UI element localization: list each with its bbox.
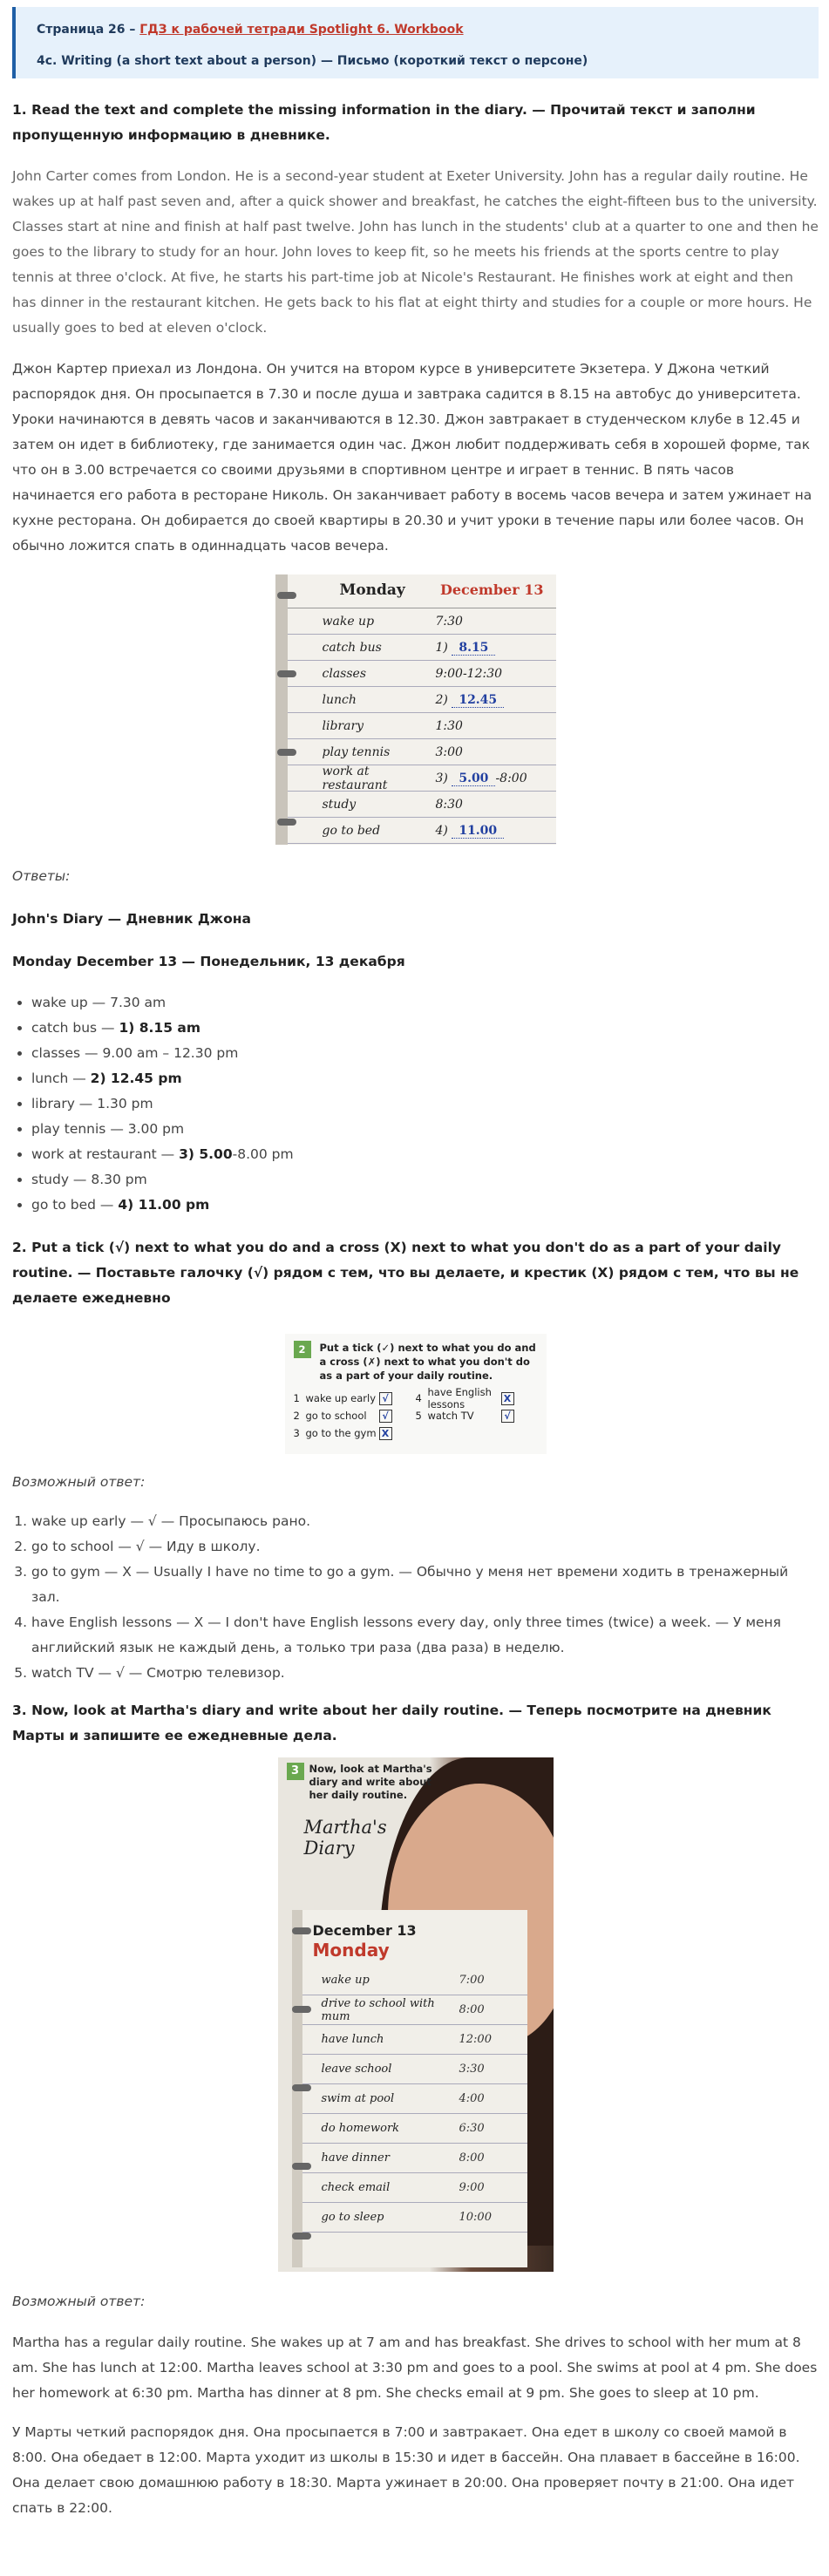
tick-column xyxy=(294,1390,416,1442)
task3-heading: 3. Now, look at Martha's diary and write about her daily routine. — Теперь посмотрите на дневник Марты и запишите ее ежедневные дела. xyxy=(12,1703,771,1743)
tick-item-label: wake up early xyxy=(305,1392,377,1404)
diary-row xyxy=(302,2114,527,2144)
diary-activity: swim at pool xyxy=(321,2092,395,2105)
diary-row xyxy=(288,739,556,765)
diary-row xyxy=(302,2084,527,2114)
diary-day: Monday xyxy=(312,1940,390,1961)
tick-item xyxy=(294,1390,416,1407)
tick-checkbox: X xyxy=(379,1427,392,1440)
exercise-title: Put a tick (✓) next to what you do and a cross (✗) next to what you don't do as a part of your daily routine. xyxy=(319,1342,536,1382)
list-item xyxy=(31,1091,819,1117)
page xyxy=(12,7,819,2521)
answer-text: lunch — xyxy=(31,1071,91,1086)
diary-activity: have dinner xyxy=(321,2151,390,2165)
tick-item-number: 5 xyxy=(415,1410,422,1422)
answer-bold: 1) 8.15 am xyxy=(119,1020,200,1036)
diary-time: 7:00 xyxy=(459,1974,485,1987)
tick-item-label: watch TV xyxy=(427,1410,474,1422)
list-item xyxy=(31,1142,819,1167)
list-item xyxy=(31,1167,819,1193)
diary-activity: classes xyxy=(322,666,367,681)
list-item: 5. watch TV — √ — Смотрю телевизор. xyxy=(31,1661,819,1686)
diary-fill-answer: 11.00 xyxy=(452,824,504,839)
task2-answer-label: Возможный ответ: xyxy=(12,1474,146,1490)
diary-time-value: 7:30 xyxy=(435,614,463,629)
diary-time: 9:00 xyxy=(459,2181,485,2194)
diary-header xyxy=(288,574,556,608)
diary-time xyxy=(410,693,505,707)
diary-time-value: 2) xyxy=(435,692,452,707)
diary-fill-answer: 12.45 xyxy=(452,693,504,708)
diary-row xyxy=(288,818,556,844)
diary-date: December 13 xyxy=(439,581,544,598)
task2-answers-list xyxy=(12,1509,819,1686)
diary-time: 8:00 xyxy=(459,2003,485,2016)
list-item: 2. go to school — √ — Иду в школу. xyxy=(31,1534,819,1560)
diary-row xyxy=(302,2144,527,2173)
answer-text: classes — 9.00 am – 12.30 pm xyxy=(31,1045,239,1061)
diary-time xyxy=(410,615,463,629)
diary-day: Monday xyxy=(339,581,405,599)
diary-time xyxy=(410,667,503,681)
diary-row xyxy=(288,792,556,818)
diary-row xyxy=(302,2203,527,2233)
diary-activity: wake up xyxy=(321,1974,370,1987)
diary-activity: library xyxy=(322,718,364,733)
diary-time: 4:00 xyxy=(459,2092,485,2105)
diary-time xyxy=(410,719,463,733)
diary-activity: go to bed xyxy=(322,823,381,838)
list-item: 4. have English lessons — X — I don't have English lessons every day, only three times (twice) a week. — У меня английский язык не каждый день, а только три раза (два раза) в неделю. xyxy=(31,1610,819,1661)
tick-item-number: 1 xyxy=(293,1392,300,1404)
list-item xyxy=(31,1117,819,1142)
diary-row xyxy=(302,2025,527,2055)
tick-checkbox: X xyxy=(501,1392,514,1405)
tick-item-label: go to the gym xyxy=(305,1427,377,1439)
john-answers-list xyxy=(12,990,819,1218)
diary-date: December 13 xyxy=(312,1922,417,1939)
diary-activity: have lunch xyxy=(321,2033,384,2046)
diary-time-value: 4) xyxy=(435,823,452,838)
tick-checkbox: √ xyxy=(501,1410,514,1423)
diary-activity: lunch xyxy=(322,692,357,707)
diary-activity: check email xyxy=(321,2181,391,2194)
answer-bold: 3) 5.00 xyxy=(179,1146,233,1162)
diary-row xyxy=(302,2055,527,2084)
answer-text: go to bed — xyxy=(31,1197,119,1213)
diary-activity: catch bus xyxy=(322,640,382,655)
answers-label: Ответы: xyxy=(12,868,71,884)
tick-exercise xyxy=(285,1334,547,1454)
diary-activity: do homework xyxy=(321,2122,400,2135)
workbook-link[interactable]: ГДЗ к рабочей тетради Spotlight 6. Workbook xyxy=(139,23,464,37)
tick-item-label: go to school xyxy=(305,1410,367,1422)
tick-item-number: 3 xyxy=(293,1427,300,1439)
tick-checkbox: √ xyxy=(379,1392,392,1405)
answer-text: play tennis — 3.00 pm xyxy=(31,1121,185,1137)
diary-row xyxy=(288,608,556,635)
diary-time: 8:00 xyxy=(459,2151,485,2165)
diary-time xyxy=(410,745,463,759)
task3-text-en: Martha has a regular daily routine. She wakes up at 7 am and has breakfast. She drives to school with her mum at 8 am. She has lunch at 12:00. Martha leaves school at 3:30 pm and goes to a pool. She swims at pool at 4 pm. She does her homework at 6:30 pm. Martha has dinner at 8 pm. She checks email at 9 pm. She goes to sleep at 10 pm. xyxy=(12,2335,818,2401)
diary-activity: play tennis xyxy=(322,744,391,759)
list-item xyxy=(31,990,819,1016)
diary-activity: leave school xyxy=(321,2063,392,2076)
answer-text: wake up — 7.30 am xyxy=(31,995,166,1010)
diary-time-value: 1:30 xyxy=(435,718,463,733)
tick-item-label: have English lessons xyxy=(427,1386,492,1410)
task3-answer-label: Возможный ответ: xyxy=(12,2294,146,2309)
section-title-ru: — Письмо (короткий текст о персоне) xyxy=(320,54,588,68)
list-item xyxy=(31,1066,819,1091)
list-item: 3. go to gym — X — Usually I have no time to go a gym. — Обычно у меня нет времени ходить в тренажерный зал. xyxy=(31,1560,819,1610)
martha-diary-image xyxy=(12,1757,819,2272)
list-item xyxy=(31,1193,819,1218)
diary-fill-answer: 5.00 xyxy=(452,771,495,786)
johns-diary-title: John's Diary — Дневник Джона xyxy=(12,911,251,927)
martha-diary xyxy=(278,1757,554,2272)
tick-column xyxy=(415,1386,538,1442)
tick-exercise-image xyxy=(12,1334,819,1454)
johns-diary-date: Monday December 13 — Понедельник, 13 декабря xyxy=(12,954,405,969)
diary-row xyxy=(288,713,556,739)
tick-item-number: 4 xyxy=(415,1392,422,1404)
diary-time-tail: -8:00 xyxy=(495,771,527,785)
diary-time: 10:00 xyxy=(459,2211,492,2224)
task1-text-en: John Carter comes from London. He is a second-year student at Exeter University. John has a regular daily routine. He wakes up at half past seven and, after a quick shower and breakfast, he catches the eight-fifteen bus to the university. Classes start at nine and finish at half past twelve. John has lunch in the students' club at a quarter to one and then he goes to the library to study for an hour. John loves to keep fit, so he meets his friends at the sports centre to play tennis at three o'clock. At five, he starts his part-time job at Nicole's Restaurant. He finishes work at eight and then has dinner in the restaurant kitchen. He gets back to his flat at eight thirty and studies for a couple or more hours. He usually goes to bed at eleven o'clock. xyxy=(12,168,819,336)
task3-text-ru: У Марты четкий распорядок дня. Она просыпается в 7:00 и завтракает. Она едет в школу со своей мамой в 8:00. Она обедает в 12:00. Марта уходит из школы в 15:30 и идет в бассейн. Она плавает в бассейне в 16:00. Она делает свою домашнюю работу в 18:30. Марта ужинает в 20:00. Она проверяет почту в 21:00. Она идет спать в 22:00. xyxy=(12,2424,800,2516)
list-item xyxy=(31,1041,819,1066)
section-title-en: 4c. Writing (a short text about a person) xyxy=(37,54,317,68)
list-item xyxy=(31,1016,819,1041)
exercise-title: Now, look at Martha's diary and write about her daily routine. xyxy=(309,1763,432,1801)
answer-after: -8.00 pm xyxy=(232,1146,294,1162)
john-diary xyxy=(275,574,556,845)
answer-bold: 4) 11.00 pm xyxy=(118,1197,210,1213)
section-title xyxy=(37,54,798,68)
diary-activity: work at restaurant xyxy=(322,764,388,792)
page-number: Страница 26 – xyxy=(37,23,136,37)
exercise-number: 2 xyxy=(294,1341,311,1358)
diary-activity: drive to school with mum xyxy=(321,1996,435,2023)
john-diary-image xyxy=(12,574,819,845)
page-title xyxy=(37,23,798,37)
diary-time-value: 3) xyxy=(435,771,452,785)
diary-time-value: 3:00 xyxy=(435,744,463,759)
answer-text: work at restaurant — xyxy=(31,1146,180,1162)
answer-text: study — 8.30 pm xyxy=(31,1172,147,1187)
tick-checkbox: √ xyxy=(379,1410,392,1423)
exercise-number: 3 xyxy=(287,1763,304,1780)
diary-time-value: 8:30 xyxy=(435,797,463,812)
diary-time: 12:00 xyxy=(459,2033,492,2046)
answer-text: catch bus — xyxy=(31,1020,119,1036)
diary-row xyxy=(288,661,556,687)
tick-item xyxy=(294,1424,416,1442)
diary-time-value: 1) xyxy=(435,640,452,655)
diary-fill-answer: 8.15 xyxy=(452,641,495,656)
diary-row xyxy=(302,1966,527,1995)
diary-name: Martha's Diary xyxy=(303,1817,387,1859)
task1-heading: 1. Read the text and complete the missing information in the diary. — Прочитай текст и заполни пропущенную информацию в дневнике. xyxy=(12,102,756,143)
diary-time xyxy=(410,641,496,655)
diary-sheet xyxy=(292,1910,527,2267)
tick-item-number: 2 xyxy=(293,1410,300,1422)
diary-activity: study xyxy=(322,797,357,812)
answer-bold: 2) 12.45 pm xyxy=(90,1071,182,1086)
diary-time xyxy=(410,771,527,785)
diary-activity: wake up xyxy=(322,614,375,629)
tick-item xyxy=(294,1407,416,1424)
diary-time-value: 9:00-12:30 xyxy=(435,666,503,681)
diary-row xyxy=(302,2173,527,2203)
task2-heading: 2. Put a tick (√) next to what you do and a cross (X) next to what you don't do as a part of your daily routine. — Поставьте галочку (√) рядом с тем, что вы делаете, и крестик (Х) рядом с тем, что вы не делаете ежедневно xyxy=(12,1240,799,1306)
list-item: 1. wake up early — √ — Просыпаюсь рано. xyxy=(31,1509,819,1534)
tick-item xyxy=(416,1407,538,1424)
diary-row xyxy=(288,687,556,713)
diary-activity: go to sleep xyxy=(321,2211,384,2224)
diary-time xyxy=(410,798,463,812)
diary-time: 6:30 xyxy=(459,2122,485,2135)
diary-time xyxy=(410,824,505,838)
answer-text: library — 1.30 pm xyxy=(31,1096,153,1111)
diary-row xyxy=(288,635,556,661)
diary-row xyxy=(302,1995,527,2025)
tick-item xyxy=(415,1386,538,1410)
diary-time: 3:30 xyxy=(459,2063,485,2076)
header-banner xyxy=(12,7,819,78)
task1-text-ru: Джон Картер приехал из Лондона. Он учится на втором курсе в университете Экзетера. У Джона четкий распорядок дня. Он просыпается в 7.30 и после душа и завтрака садится в 8.15 на автобус до университета. Уроки начинаются в девять часов и заканчиваются в 12.30. Джон завтракает в студенческом клубе в 12.45 и затем он идет в библиотеку, где занимается один час. Джон любит поддерживать себя в хорошей форме, так что он в 3.00 встречается со своими друзьями в спортивном центре и играет в теннис. В пять часов начинается его работа в ресторане Николь. Он заканчивает работу в восемь часов вечера и затем ужинает на кухне ресторана. Он добирается до своей квартиры в 20.30 и учит уроки в течение пары или более часов. Он обычно ложится спать в одиннадцать часов вечера. xyxy=(12,361,812,554)
diary-row xyxy=(288,765,556,792)
